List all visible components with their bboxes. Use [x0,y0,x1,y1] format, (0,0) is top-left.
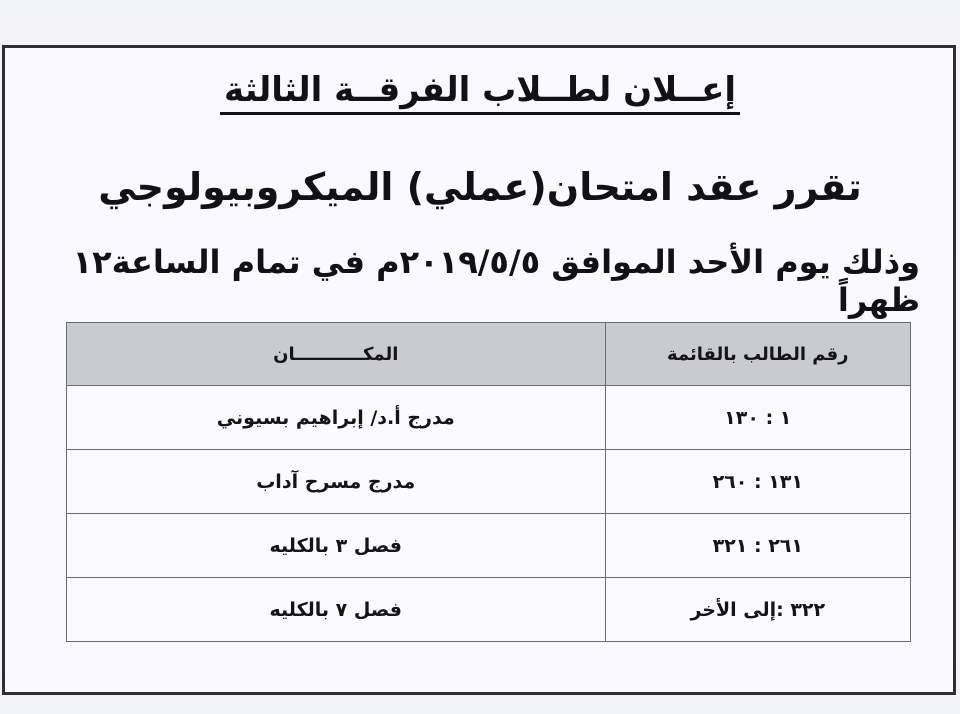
row-location: فصل ٧ بالكليه [67,578,606,642]
row-location: مدرج أ.د/ إبراهيم بسيوني [67,386,606,450]
table-row [67,514,911,578]
row-range: ٢٦١ : ٣٢١ [605,514,910,578]
row-location: مدرج مسرح آداب [67,450,606,514]
row-range: ٣٢٢ :إلى الأخر [605,578,910,642]
row-range: ١ : ١٣٠ [605,386,910,450]
table-row [67,578,911,642]
headline-text: إعــلان لطــلاب الفرقــة الثالثة [220,70,740,115]
exam-dateline: وذلك يوم الأحد الموافق ٢٠١٩/٥/٥م في تمام الساعة١٢ ظهراً [72,243,920,319]
announcement-headline [0,70,960,110]
exam-subtitle: تقرر عقد امتحان(عملي) الميكروبيولوجي [98,165,862,209]
table-header-row [67,323,911,386]
header-student-number: رقم الطالب بالقائمة [605,323,910,386]
exam-schedule-table [66,322,911,642]
row-range: ١٣١ : ٢٦٠ [605,450,910,514]
row-location: فصل ٣ بالكليه [67,514,606,578]
table-row [67,450,911,514]
table-row [67,386,911,450]
header-location: المكـــــــــــان [67,323,606,386]
